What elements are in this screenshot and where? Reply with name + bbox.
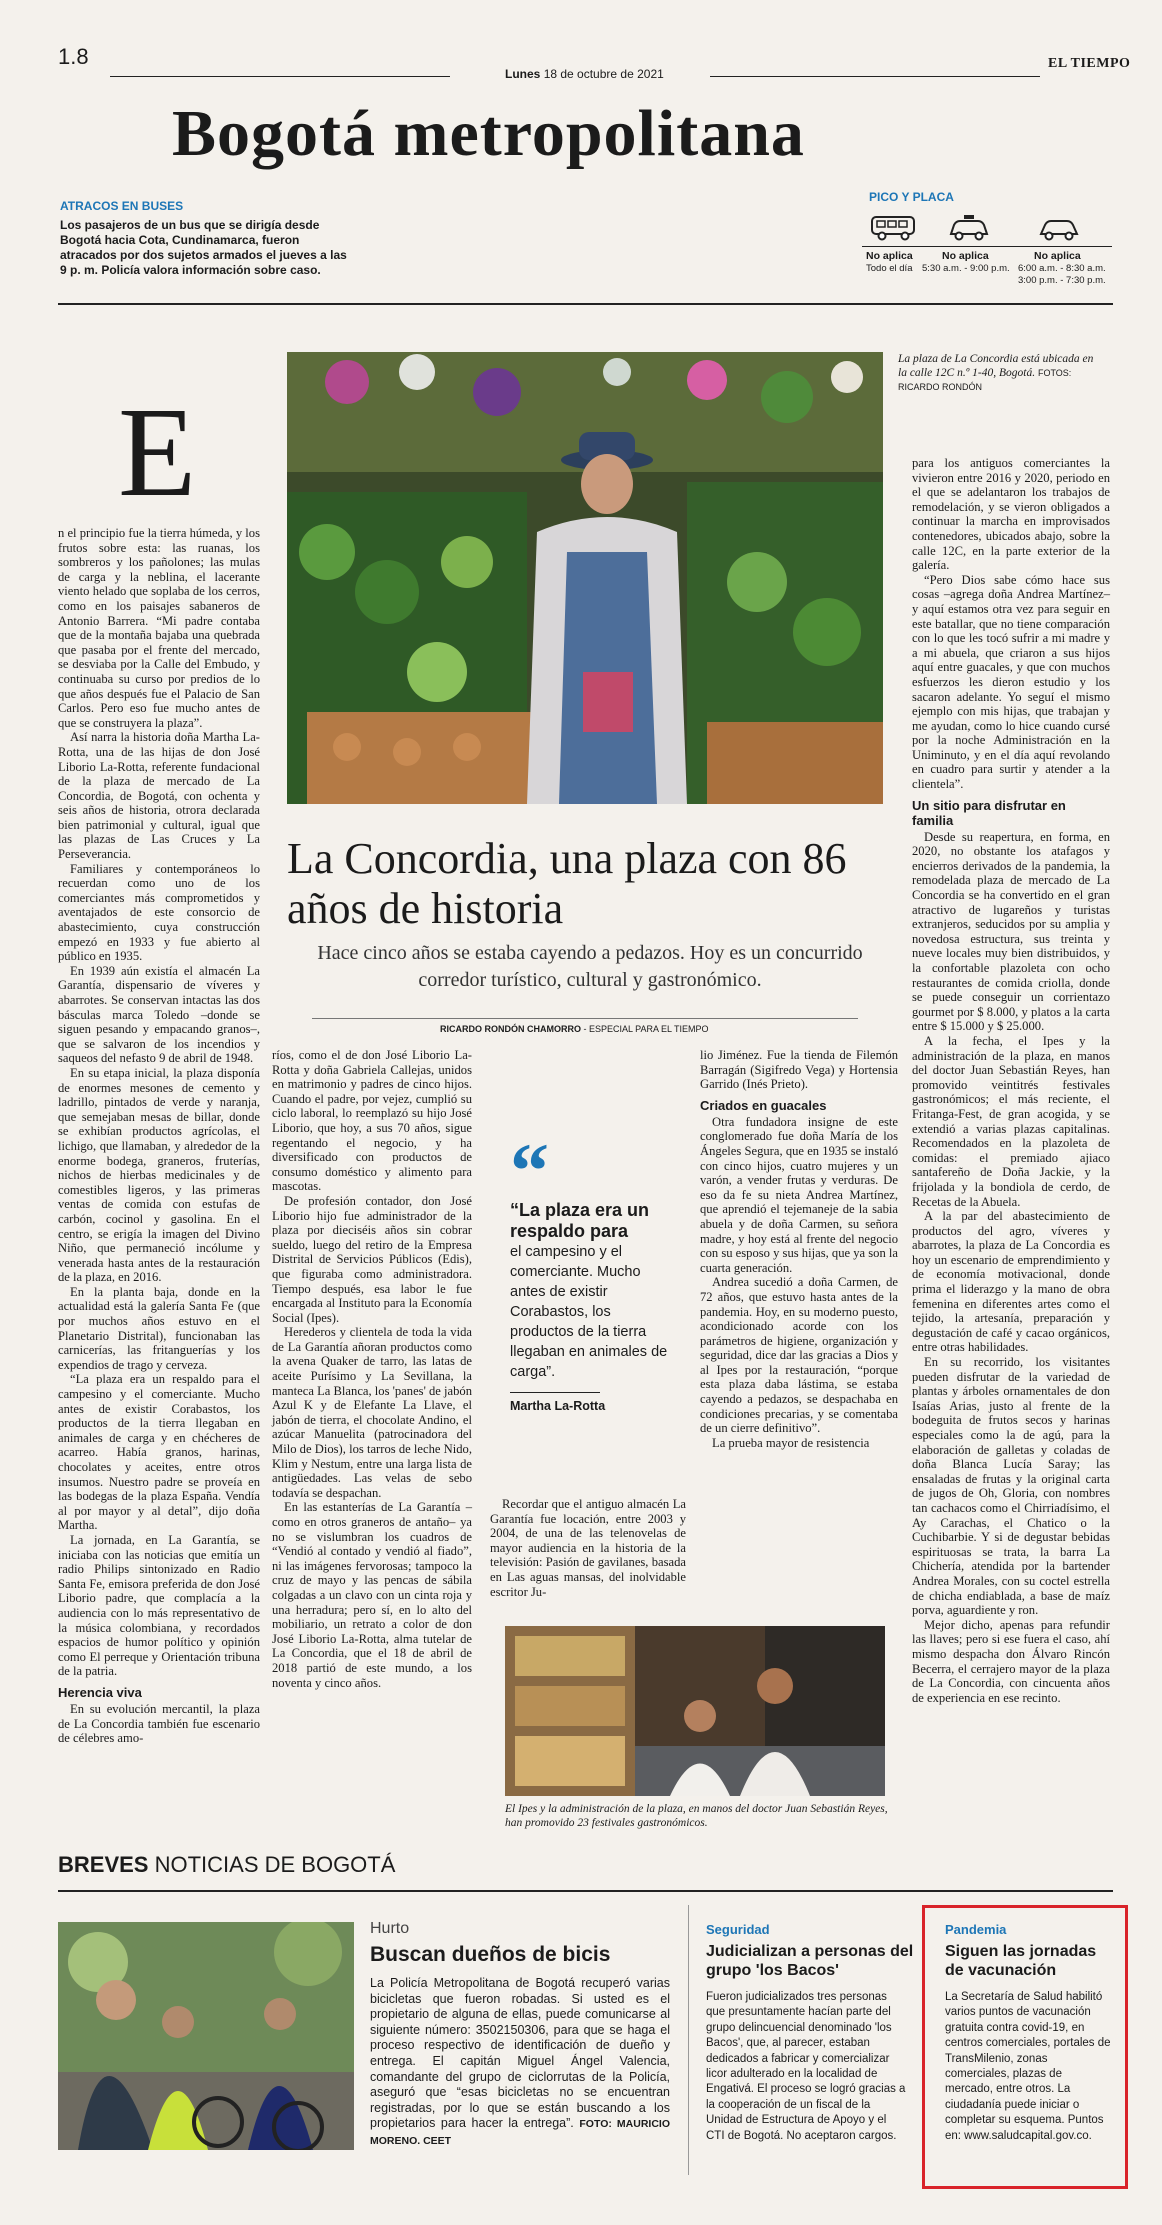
- col3-paragraph: Andrea sucedió a doña Carmen, de 72 años, que estuvo hasta antes de la pandemia. Hoy, en su moderno puesto, acondicionado acorde con los parámetros de higiene, organización y seguridad, dice dar las gracias a Dios y al Ipes por la restauración, “porque esta plaza daba lástima, se estaba cayendo a pedazos, se despachaba en condiciones precarias, y se comentaba de un cierre definitivo”.: [700, 1275, 898, 1436]
- col2-paragraph: Herederos y clientela de toda la vida de La Garantía añoran productos como la avena Quaker de tarro, las latas de aceite Purísimo y La Sevillana, la manteca La Blanca, los 'panes' de jabón Azul K y de Elefante La Llave, el jabón de tierra, el chocolate Andino, el azúcar Manuelita (patrocinadora del Milo de Dios), los tarros de leche Nido, Klim y Nestum, entre una larga lista de antigüedades. Las velas de sebo todavía se despachan.: [272, 1325, 473, 1500]
- col2-paragraph: ríos, como el de don José Liborio La-Rotta y doña Gabriela Callejas, unidos en matrimonio y padres de cinco hijos. Cuando el padre, por vejez, cumplió su ciclo laboral, lo reemplazó su hijo José Liborio, que hoy, a sus 70 años, sigue regentando el negocio, y ha diversificado con productos de consumo doméstico y alimento para mascotas.: [272, 1048, 472, 1194]
- brief-divider-1: [688, 1905, 689, 2175]
- drop-cap: E: [118, 381, 197, 523]
- brief-photo-bicycles: [58, 1922, 354, 2150]
- taxi-icon: [947, 214, 991, 247]
- brief1-title: Buscan dueños de bicis: [370, 1943, 611, 1966]
- pico-bus-status: No aplica: [866, 250, 913, 262]
- col4-paragraph: Desde su reapertura, en forma, en 2020, no obstante los atafagos y encierros derivados de la pandemia, la remodelada plaza de mercado de La Concordia se ha convertido en el gran atractivo de lugareños y turistas extranjeros, seducidos por su amplia y novedosa estructura, sus treinta y nueve locales muy bien distribuidos, y la confortable plazoleta con ocho restaurantes de comida criolla, donde se puede conseguir un corrientazo gourmet por $ 8.000, y platos a la carta entre $ 15.000 y $ 25.000.: [912, 829, 1110, 1034]
- col4-paragraph: Mejor dicho, apenas para refundir las llaves; pero si ese fuera el caso, ahí mismo despacha don Álvaro Rincón Becerra, el cerrajero mayor de la plaza de La Concordia, con cincuenta años de experiencia en ese recinto.: [912, 1617, 1110, 1705]
- brief3-text: La Secretaría de Salud habilitó varios puntos de vacunación gratuita contra covid-19, en centros comerciales, portales de TransMilenio, zonas comerciales, plazas de mercado, entre otros. La ciudadanía puede iniciar o completar su esquema. Puntos en: www.saludcapital.gov.co.: [945, 1991, 1111, 2142]
- col1-paragraph: n el principio fue la tierra húmeda, y los frutos sobre esta: las ruanas, los sombreros y los pañolones; las mulas de carga y la neblina, el lacerante viento helado que soplaba de los cerros, como en los paisajes sabaneros de Antonio Barrera. “Mi padre contaba que de la montaña bajaba una quebrada que pasaba por el frente del mercado, se desviaba por la Calle del Embudo, y continuaba su curso por predios de lo que años después fue el Palacio de San Carlos. Pero eso fue mucho antes de que se construyera la plaza”.: [58, 526, 260, 730]
- byline: [440, 1024, 709, 1034]
- column-4: [912, 456, 1110, 1705]
- pico-placa-widget: [862, 208, 1112, 288]
- bus-icon: [870, 214, 918, 247]
- pull-quote: [510, 1127, 670, 1413]
- breves-header: [58, 1852, 395, 1878]
- col1-subhead: Herencia viva: [58, 1684, 142, 1700]
- column-2: [272, 1048, 472, 1690]
- col4-paragraph: En su recorrido, los visitantes pueden disfrutar de la variedad de plantas y árboles ornamentales de don Isaías Arias, justo al frente de la bodeguita de frutos secos y harinas especiales como la de agú, para la elaboración de galletas y coladas de doña Blanca Lucía Saray; las ensaladas de frutas y la original carta de jugos de Oh, Gloria, con nombres tan cachacos como el Chirriadísimo, el Ay Carachas, el Chatico o la Cuchibarbie. Y si de degustar bebidas espirituosas se trata, la barra La Chichería, atendida por la bartender Andrea Morales, con su coctel estrella de chicha endiablada, a base de maíz porva, aguardiente y ron.: [912, 1355, 1110, 1618]
- pico-car-status: No aplica: [1034, 250, 1081, 262]
- quote-mark-icon: “: [510, 1127, 549, 1214]
- brief3-title: Siguen las jornadas de vacunación: [945, 1943, 1097, 1979]
- second-photo-administration: [505, 1626, 885, 1796]
- col1-paragraph: En la planta baja, donde en la actualidad está la galería Santa Fe (que por muchos años estuvo en el Planetario Distrital), funcionaban las carnicerías, las fritanguerías y los expendios de trago y cerveza.: [58, 1284, 260, 1372]
- atracos-label: ATRACOS EN BUSES: [60, 199, 184, 213]
- byline-rule: [312, 1018, 858, 1019]
- issue-date-rest: 18 de octubre de 2021: [543, 67, 664, 81]
- pull-quote-author: Martha La-Rotta: [510, 1399, 606, 1413]
- brief1-text: [370, 1976, 670, 2150]
- pico-car-time: 6:00 a.m. - 8:30 a.m.: [1018, 263, 1106, 274]
- photo-caption-main: [898, 352, 1103, 394]
- atracos-text: Los pasajeros de un bus que se dirigía desde Bogotá hacia Cota, Cundinamarca, fueron atracados por dos sujetos armados el jueves a las 9 p. m. Policía valora información sobre caso.: [60, 218, 347, 277]
- brief2-kicker: Seguridad: [706, 1922, 770, 1937]
- photo-credit-main: FOTOS: RICARDO RONDÓN: [898, 368, 1072, 392]
- section-title: Bogotá metropolitana: [172, 97, 805, 170]
- column-3: [700, 1048, 898, 1450]
- col3-paragraph: Otra fundadora insigne de este conglomerado fue doña María de los Ángeles Segura, que en 1935 se instaló con cinco hijos, cuatro mujeres y un varón, a vender frutas y verduras. De eso da fe su nieta Andrea Martínez, que aprendió el tejemaneje de la sabia abuela y de doña Carmen, su señora madre, y hoy está al frente del negocio con su esposo y sus hijas, que ya son la cuarta generación.: [700, 1114, 898, 1275]
- col4-subhead: Un sitio para disfrutar en familia: [912, 797, 1066, 828]
- pico-bus-time: Todo el día: [866, 263, 913, 274]
- col23-paragraph: Recordar que el antiguo almacén La Garantía fue locación, entre 2003 y 2004, de una de las telenovelas de mayor audiencia en la historia de la televisión: Pasión de gavilanes, basada en Las aguas mansas, del inolvidable escritor Ju-: [490, 1497, 686, 1599]
- pull-quote-lead: “La plaza era un respaldo para: [510, 1200, 650, 1241]
- breves-label-rest: NOTICIAS DE BOGOTÁ: [148, 1852, 396, 1877]
- brief1-body: La Policía Metropolitana de Bogotá recuperó varias bicicletas que fueron robadas. Si usted es el propietario de alguna de ellas, puede comunicarse al siguiente número: 3502150306, para que se haga el proceso respectivo de identificación de dueño y entrega. El capitán Miguel Ángel Valencia, comandante del grupo de ciclorrutas de la Policía, aseguró que “esas bicicletas no se encuentran registradas, por lo que se están buscando a los propietarios para hacer la entrega”.: [370, 1976, 670, 2131]
- breves-rule: [58, 1890, 1113, 1892]
- col1-paragraph: Así narra la historia doña Martha La-Rotta, una de las hijas de don José Liborio La-Rotta, referente fundacional de la plaza de mercado de La Concordia, de Bogotá, con ochenta y seis años de historia, otrora declarada bien patrimonial y cultural, igual que las plazas de Las Cruces y La Perseverancia.: [58, 730, 260, 862]
- pico-car-time2: 3:00 p.m. - 7:30 p.m.: [1018, 275, 1106, 286]
- pull-quote-rule: [510, 1392, 600, 1393]
- col1-paragraph: En su evolución mercantil, la plaza de La Concordia también fue escenario de célebres amo-: [58, 1701, 260, 1746]
- col2-paragraph: En las estanterías de La Garantía –como en otros graneros de antaño– ya no se vislumbran los cuadros de “Vendió al contado y vendió al fiado”, ni las imágenes fervorosas; tampoco la cruz de mayo y las pencas de sábila colgadas a un clavo con un cinta roja y una herradura; pero sí, en lo alto del mobiliario, un retrato a color de don José Liborio La-Rotta, alma tutelar de La Concordia, que el 18 de abril de 2018 partió de este mundo, a los noventa y cinco años.: [272, 1500, 472, 1690]
- col1-paragraph: Familiares y contemporáneos lo recuerdan como uno de los comerciantes más comprometidos y aventajados de este consorcio de abastecimiento, cuya construcción empezó en 1933 y fue abierto al público en 1935.: [58, 861, 260, 964]
- brief2-text: Fueron judicializados tres personas que presuntamente hacían parte del grupo delincuencial denominado 'los Bacos', que, al parecer, estaban dedicados a fabricar y comercializar licor adulterado en la localidad de Engativá. El proceso se logró gracias a la cooperación de un fiscal de la Unidad de Estructura de Apoyo y el CTI de Bogotá. No aceptaron cargos.: [706, 1991, 906, 2142]
- header-rule-right: [710, 76, 1040, 77]
- col1-paragraph: En su etapa inicial, la plaza disponía de enormes mesones de cemento y ladrillo, pintados de verde y naranja, que semejaban mesas de billar, donde se exhibían productos agrícolas, el lichigo, que llamaban, y alrededor de la enorme bodega, graneros, fruterías, nichos de hierbas medicinales y de comestibles ligeros, y las primeras ventas de comida con estufas de carbón, cocinol y gasolina. En el centro, se erigía la imagen del Divino Niño, que permaneció incólume y venerada hasta antes de la restauración de la plaza, en 2016.: [58, 1065, 260, 1285]
- column-2-3-span: [490, 1497, 686, 1599]
- col4-paragraph: A la par del abastecimiento de productos del agro, víveres y abarrotes, la plaza de La Concordia es hoy un escenario de emprendimiento y de economía motivacional, donde prima el liderazgo y la mano de obra femenina en diferentes artes como el tejido, la artesanía, preparación y degustación de café y cacao orgánicos, entre otras habilidades.: [912, 1209, 1110, 1355]
- brief3-kicker: Pandemia: [945, 1922, 1007, 1937]
- issue-date-day: Lunes: [505, 67, 541, 81]
- article-headline: La Concordia, una plaza con 86 años de historia: [287, 834, 847, 933]
- page-number: 1.8: [58, 44, 89, 69]
- main-photo-vendor: [287, 352, 883, 804]
- col4-paragraph: “Pero Dios sabe cómo hace sus cosas –agrega doña Andrea Martínez– y aquí estamos otra vez para seguir en este batallar, que no tiene comparación con lo que les tocó sufrir a mi madre y a mi abuela, que criaron a sus hijos aquí entre guacales, y que con muchos esfuerzos les dieron estudio y los sacaron adelante. Yo seguí el mismo ejemplo con mis hijas, que trabajan y me ayudan, como lo hice cuando cursé por la noche Administración en la Uniminuto, y en el día aquí revolando en cuadro para surtir y atender a la clientela”.: [912, 572, 1110, 792]
- col4-paragraph: A la fecha, el Ipes y la administración de la plaza, en manos del doctor Juan Sebastián Reyes, han promovido veintitrés festivales gastronómicos; el más reciente, el Fritanga-Fest, de gran acogida, y se extendió a varias plazas capitalinas. Recomendados en la plazoleta de comidas: el premiado ajiaco santafereño de Doña Jackie, y la frijolada y la bondiola de cerdo, de Recetas de la Abuela.: [912, 1033, 1110, 1209]
- brief1-credit: FOTO: MAURICIO MORENO. CEET: [370, 2118, 670, 2147]
- brief1-kicker: Hurto: [370, 1920, 410, 1937]
- col3-paragraph: lio Jiménez. Fue la tienda de Filemón Barragán (Sigifredo Vega) y Hortensia Garrido (Inés Prieto).: [700, 1048, 898, 1092]
- article-deck: Hace cinco años se estaba cayendo a pedazos. Hoy es un concurrido corredor turístico, cultural y gastronómico.: [317, 942, 863, 991]
- col3-subhead: Criados en guacales: [700, 1097, 827, 1113]
- header-rule-left: [110, 76, 450, 77]
- pico-taxi-time: 5:30 a.m. - 9:00 p.m.: [922, 263, 1010, 274]
- col2-paragraph: De profesión contador, don José Liborio hijo fue administrador de la plaza por dieciséis años sin cobrar sueldo, luego del retiro de la Empresa Distrital de Servicios Públicos (Edis), que figuraba como administradora. Tiempo después, esa labor le fue encargada al Instituto para la Economía Social (Ipes).: [272, 1193, 472, 1325]
- pico-taxi-status: No aplica: [942, 250, 989, 262]
- pull-quote-body: el campesino y el comerciante. Mucho antes de existir Corabastos, los productos de la tierra llegaban en animales de carga”.: [510, 1244, 668, 1380]
- col1-paragraph: “La plaza era un respaldo para el campesino y el comerciante. Mucho antes de existir Corabastos, los productos de la tierra llegaban en animales de carga y en chécheres de acarreo. Había granos, harinas, chocolates y aceites, entre otros insumos. Nuestro padre se proveía en las bodegas de la plaza España. Vendía al por mayor y al detal”, dijo doña Martha.: [58, 1372, 260, 1533]
- issue-date: [505, 67, 664, 81]
- breves-label-bold: BREVES: [58, 1852, 149, 1877]
- byline-role: - ESPECIAL PARA EL TIEMPO: [581, 1024, 709, 1034]
- column-1: [58, 526, 260, 1746]
- pico-placa-label: PICO Y PLACA: [869, 190, 954, 204]
- brand-logo: EL TIEMPO: [1048, 56, 1131, 71]
- car-icon: [1037, 216, 1081, 247]
- byline-name: RICARDO RONDÓN CHAMORRO: [440, 1024, 581, 1034]
- photo-caption-main-text: La plaza de La Concordia está ubicada en la calle 12C n.º 1-40, Bogotá.: [898, 353, 1094, 379]
- col3-paragraph: La prueba mayor de resistencia: [712, 1435, 870, 1450]
- header-bottom-rule: [58, 303, 1113, 305]
- col1-paragraph: La jornada, en La Garantía, se iniciaba con las noticias que emitía un radio Philips sintonizado en Radio Santa Fe, emisora preferida de don José Liborio padre, que complacía a la audiencia con lo más representativo de la música colombiana, y recordados espacios de humor político y opinión como El perreque y Orientación tribuna de la patria.: [58, 1532, 260, 1679]
- col4-paragraph: para los antiguos comerciantes la vivieron entre 2016 y 2020, periodo en el que se adelantaron los trabajos de remodelación, y se vieron obligados a continuar la marcha en improvisados contenedores, ubicados abajo, sobre la calle 12C, en la parte exterior de la galería.: [912, 456, 1110, 573]
- col1-paragraph: En 1939 aún existía el almacén La Garantía, dispensario de víveres y abarrotes. Se conservan intactas las dos básculas marca Toledo –donde se siguen pesando y empacando granos–, que se salvaron de los incendios y saqueos del nefasto 9 de abril de 1948.: [58, 963, 260, 1066]
- photo-caption-second: El Ipes y la administración de la plaza, en manos del doctor Juan Sebastián Reyes, han promovido 23 festivales gastronómicos.: [505, 1803, 888, 1829]
- pico-placa-baseline: [862, 246, 1112, 247]
- brief2-title: Judicializan a personas del grupo 'los Bacos': [706, 1943, 914, 1979]
